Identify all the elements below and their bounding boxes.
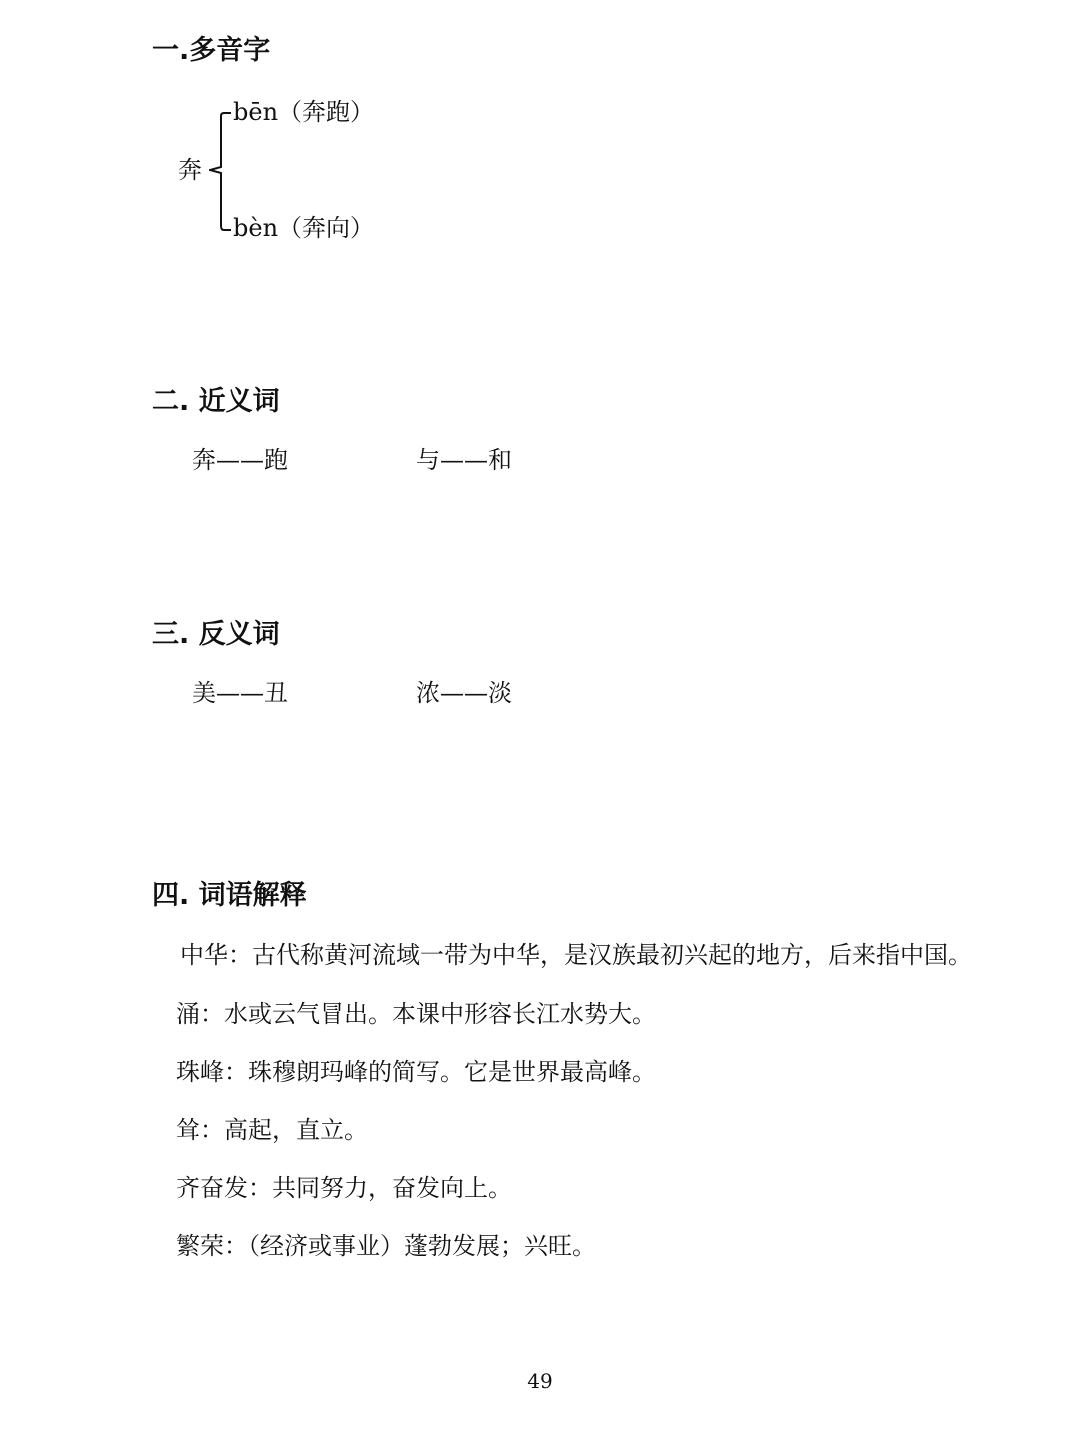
definition-entry: 齐奋发：共同努力，奋发向上。	[176, 1174, 512, 1202]
section4-heading: 四. 词语解释	[152, 880, 307, 911]
page-number: 49	[527, 1369, 553, 1393]
synonym-pair-2: 与——和	[416, 446, 512, 474]
synonym-pair-1: 奔——跑	[192, 446, 288, 474]
definition-entry: 涌：水或云气冒出。本课中形容长江水势大。	[176, 1000, 656, 1028]
polyphonic-character: 奔	[178, 156, 202, 184]
antonym-pair-1: 美——丑	[192, 679, 288, 707]
definition-entry: 中华：古代称黄河流域一带为中华，是汉族最初兴起的地方，后来指中国。	[180, 941, 972, 969]
reading-1-example: （奔跑）	[278, 98, 375, 126]
reading-1	[233, 97, 374, 127]
section3-heading: 三. 反义词	[152, 619, 280, 650]
section1-heading: 一.多音字	[152, 35, 271, 66]
definition-entry: 耸：高起，直立。	[176, 1116, 368, 1144]
definition-entry: 珠峰：珠穆朗玛峰的简写。它是世界最高峰。	[176, 1058, 656, 1086]
section2-heading: 二. 近义词	[152, 386, 280, 417]
reading-2	[233, 213, 374, 243]
reading-2-example: （奔向）	[278, 214, 375, 242]
reading-2-pinyin: bèn	[233, 214, 279, 242]
antonym-pair-2: 浓——淡	[416, 679, 512, 707]
definition-entry: 繁荣：（经济或事业）蓬勃发展；兴旺。	[176, 1232, 596, 1260]
reading-1-pinyin: bēn	[233, 98, 279, 126]
